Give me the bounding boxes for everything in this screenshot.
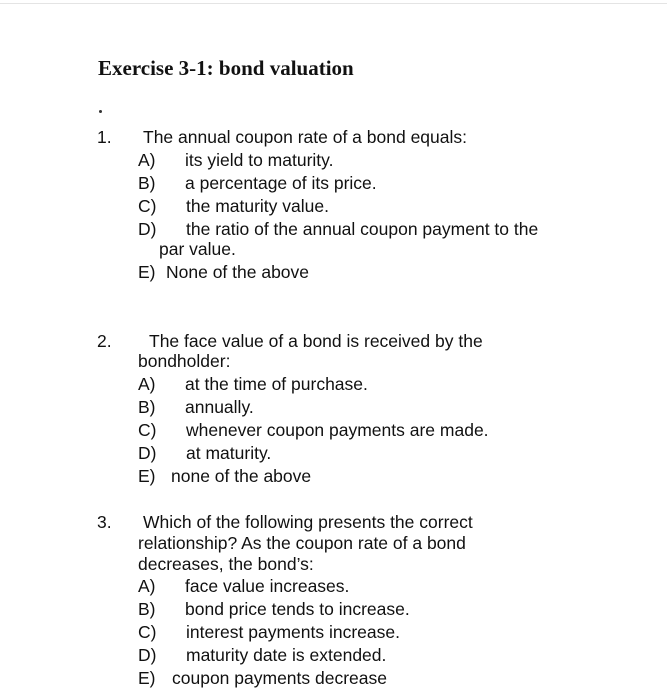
- question-2-stem-line-1: The face value of a bond is received by the: [149, 331, 483, 351]
- q3-option-c-letter: C): [138, 622, 157, 642]
- question-3-number: 3.: [97, 512, 112, 532]
- q2-option-d-letter: D): [138, 443, 157, 463]
- q1-option-a-text: its yield to maturity.: [185, 150, 334, 170]
- q3-option-d-letter: D): [138, 645, 157, 665]
- q1-option-b-letter: B): [138, 173, 156, 193]
- q1-option-d-text-cont: par value.: [159, 239, 236, 259]
- q2-option-c-letter: C): [138, 420, 157, 440]
- question-3-stem-line-2: relationship? As the coupon rate of a bond: [138, 533, 466, 553]
- q1-option-d-text: the ratio of the annual coupon payment to the: [186, 219, 539, 239]
- q2-option-a-text: at the time of purchase.: [185, 374, 368, 394]
- q3-option-c-text: interest payments increase.: [186, 622, 400, 642]
- q3-option-b-letter: B): [138, 599, 156, 619]
- q1-option-d-letter: D): [138, 219, 157, 239]
- q2-option-e-letter: E): [138, 466, 156, 486]
- question-2-number: 2.: [97, 331, 112, 351]
- page-title: Exercise 3-1: bond valuation: [98, 56, 354, 80]
- q1-option-e-text: None of the above: [166, 262, 310, 282]
- q1-option-c-letter: C): [138, 196, 157, 216]
- q3-option-a-text: face value increases.: [185, 576, 350, 596]
- q3-option-e-text: coupon payments decrease: [172, 668, 387, 688]
- question-1-stem: The annual coupon rate of a bond equals:: [143, 127, 467, 147]
- q1-option-c-text: the maturity value.: [186, 196, 329, 216]
- top-divider: [0, 3, 667, 4]
- q2-option-d-text: at maturity.: [186, 443, 272, 463]
- q2-option-e-text: none of the above: [171, 466, 312, 486]
- question-3-stem-line-1: Which of the following presents the correct: [143, 512, 473, 532]
- q3-option-d-text: maturity date is extended.: [186, 645, 387, 665]
- question-1-number: 1.: [97, 127, 112, 147]
- stray-dot: [99, 110, 102, 113]
- question-3-stem-line-3: decreases, the bond’s:: [138, 554, 314, 574]
- q3-option-e-letter: E): [138, 668, 156, 688]
- q2-option-c-text: whenever coupon payments are made.: [186, 420, 489, 440]
- question-2-stem-line-2: bondholder:: [138, 351, 231, 371]
- q1-option-a-letter: A): [138, 150, 156, 170]
- q2-option-a-letter: A): [138, 374, 156, 394]
- q1-option-e-letter: E): [138, 262, 156, 282]
- q3-option-a-letter: A): [138, 576, 156, 596]
- q1-option-b-text: a percentage of its price.: [185, 173, 377, 193]
- q3-option-b-text: bond price tends to increase.: [185, 599, 410, 619]
- q2-option-b-text: annually.: [185, 397, 254, 417]
- q2-option-b-letter: B): [138, 397, 156, 417]
